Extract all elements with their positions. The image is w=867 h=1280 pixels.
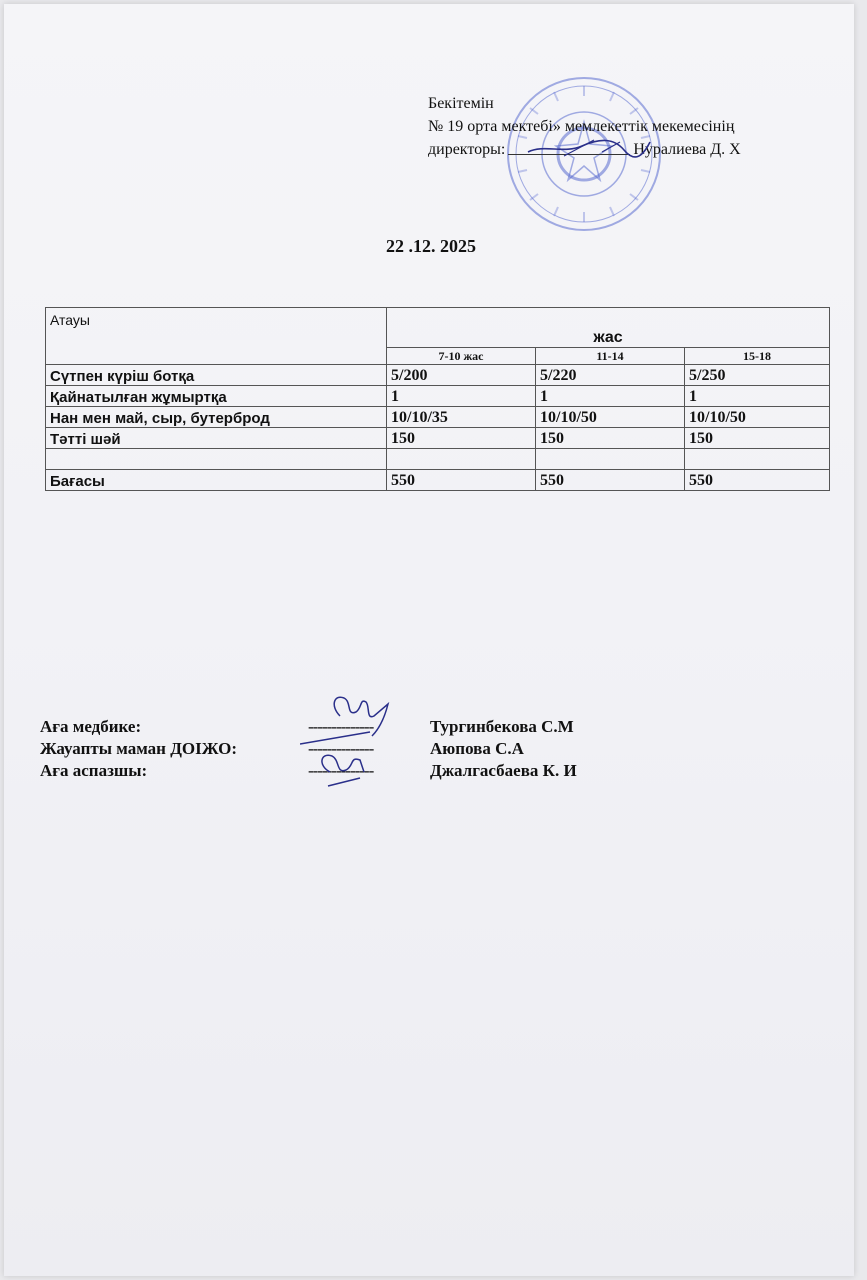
table-row bbox=[46, 386, 830, 407]
approval-title: Бекітемін bbox=[428, 95, 494, 112]
portion-cell: 5/250 bbox=[685, 365, 830, 386]
price-cell: 550 bbox=[536, 470, 685, 491]
table-row bbox=[46, 407, 830, 428]
portion-cell bbox=[536, 449, 685, 470]
table-row bbox=[46, 365, 830, 386]
portion-cell: 10/10/35 bbox=[387, 407, 536, 428]
dish-name: Нан мен май, сыр, бутерброд bbox=[46, 407, 387, 428]
portion-cell: 150 bbox=[536, 428, 685, 449]
portion-cell: 5/200 bbox=[387, 365, 536, 386]
signature-line: -------------- bbox=[308, 717, 374, 736]
signer-name: Тургинбекова С.М bbox=[430, 717, 574, 736]
portion-cell: 1 bbox=[536, 386, 685, 407]
price-cell: 550 bbox=[387, 470, 536, 491]
table-row-empty bbox=[46, 449, 830, 470]
portion-cell bbox=[387, 449, 536, 470]
price-label: Бағасы bbox=[46, 470, 387, 491]
table-header-age-group: жас bbox=[387, 308, 830, 348]
table-row bbox=[46, 428, 830, 449]
document-page bbox=[4, 4, 854, 1276]
portion-cell: 5/220 bbox=[536, 365, 685, 386]
dish-name: Сүтпен күріш ботқа bbox=[46, 365, 387, 386]
dish-name: Тәтті шәй bbox=[46, 428, 387, 449]
director-label: директоры: bbox=[428, 141, 506, 158]
table-row-price bbox=[46, 470, 830, 491]
portion-cell: 1 bbox=[387, 386, 536, 407]
menu-table bbox=[45, 307, 830, 491]
table-header-age-col: 11-14 bbox=[536, 347, 685, 364]
price-cell: 550 bbox=[685, 470, 830, 491]
signer-role: Аға аспазшы: bbox=[40, 761, 148, 780]
portion-cell: 1 bbox=[685, 386, 830, 407]
signer-name: Джалгасбаева К. И bbox=[430, 761, 577, 780]
dish-name bbox=[46, 449, 387, 470]
signer-role: Жауапты маман ДОІЖО: bbox=[40, 739, 238, 758]
director-signature bbox=[524, 132, 654, 162]
signer-name: Аюпова С.А bbox=[430, 739, 524, 758]
table-header-age-col: 7-10 жас bbox=[387, 347, 536, 364]
signature-line: -------------- bbox=[308, 761, 374, 780]
portion-cell: 150 bbox=[387, 428, 536, 449]
portion-cell: 150 bbox=[685, 428, 830, 449]
signer-role: Аға медбике: bbox=[40, 717, 142, 736]
dish-name: Қайнатылған жұмыртқа bbox=[46, 386, 387, 407]
portion-cell: 10/10/50 bbox=[685, 407, 830, 428]
portion-cell bbox=[685, 449, 830, 470]
table-header-age-col: 15-18 bbox=[685, 347, 830, 364]
director-name: Нуралиева Д. Х bbox=[633, 141, 741, 158]
signature-line: -------------- bbox=[308, 739, 374, 758]
approval-organization: № 19 орта мектебі» мемлекеттік мекемесінің bbox=[428, 118, 735, 135]
menu-date: 22 .12. 2025 bbox=[386, 236, 476, 256]
table-header-name: Атауы bbox=[46, 308, 387, 365]
handwritten-signatures bbox=[300, 676, 420, 806]
portion-cell: 10/10/50 bbox=[536, 407, 685, 428]
